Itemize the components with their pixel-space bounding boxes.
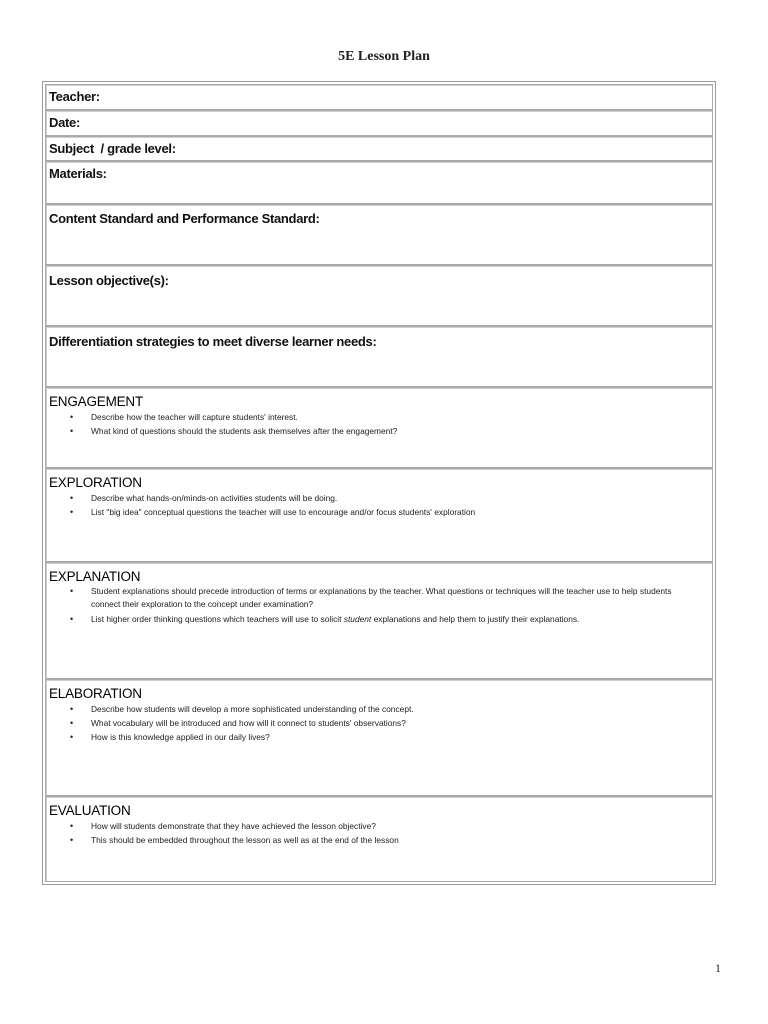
exploration-heading: EXPLORATION [49, 475, 142, 490]
list-item: • This should be embedded throughout the lesson as well as at the end of the lesson [91, 833, 708, 847]
explanation-section[interactable] [45, 562, 713, 679]
list-item-text: List higher order thinking questions which teachers will use to solicit [91, 614, 344, 624]
engagement-section[interactable] [45, 387, 713, 468]
list-item: • List "big idea" conceptual questions the teacher will use to encourage and/or focus students' exploration [91, 505, 708, 519]
document-title: 5E Lesson Plan [338, 49, 430, 64]
elaboration-heading: ELABORATION [49, 686, 142, 701]
explanation-heading: EXPLANATION [49, 569, 141, 584]
exploration-list [49, 491, 708, 519]
emphasis-text: student [343, 614, 372, 624]
list-item: • Describe how the teacher will capture students' interest. [91, 410, 708, 424]
standards-label: Content Standard and Performance Standard: [49, 211, 320, 226]
list-item: • Describe how students will develop a more sophisticated understanding of the concept. [91, 702, 708, 716]
exploration-section[interactable] [45, 468, 713, 562]
teacher-field[interactable] [45, 84, 713, 110]
evaluation-list [49, 819, 708, 847]
list-item-text: explanations and help them to justify their explanations. [371, 614, 580, 624]
materials-label: Materials: [49, 166, 107, 181]
page-number: 1 [715, 961, 721, 975]
subject-grade-field[interactable] [45, 136, 713, 161]
elaboration-list [49, 702, 708, 744]
engagement-list [49, 410, 708, 438]
list-item: • Describe what hands-on/minds-on activities students will be doing. [91, 491, 708, 505]
differentiation-field[interactable] [45, 326, 713, 387]
list-item: • What vocabulary will be introduced and how will it connect to students' observations? [91, 716, 708, 730]
list-item: • How will students demonstrate that they have achieved the lesson objective? [91, 819, 708, 833]
objectives-field[interactable] [45, 265, 713, 326]
objectives-label: Lesson objective(s): [49, 273, 169, 288]
materials-field[interactable] [45, 161, 713, 204]
teacher-label: Teacher: [49, 89, 100, 104]
explanation-list [49, 585, 708, 626]
evaluation-section[interactable] [45, 796, 713, 882]
engagement-heading: ENGAGEMENT [49, 394, 144, 409]
list-item: • Student explanations should precede introduction of terms or explanations by the teacher. What questions or techniques will the teacher use to help students connect their exploration to the concept under examination? [91, 585, 708, 610]
list-item: • What kind of questions should the students ask themselves after the engagement? [91, 424, 708, 438]
list-item: • How is this knowledge applied in our daily lives? [91, 730, 708, 744]
subject-grade-label: Subject / grade level: [49, 141, 176, 156]
standards-field[interactable] [45, 204, 713, 265]
evaluation-heading: EVALUATION [49, 803, 131, 818]
date-field[interactable] [45, 110, 713, 136]
differentiation-label: Differentiation strategies to meet diverse learner needs: [49, 334, 377, 349]
elaboration-section[interactable] [45, 679, 713, 796]
list-item [91, 612, 708, 626]
date-label: Date: [49, 115, 81, 130]
